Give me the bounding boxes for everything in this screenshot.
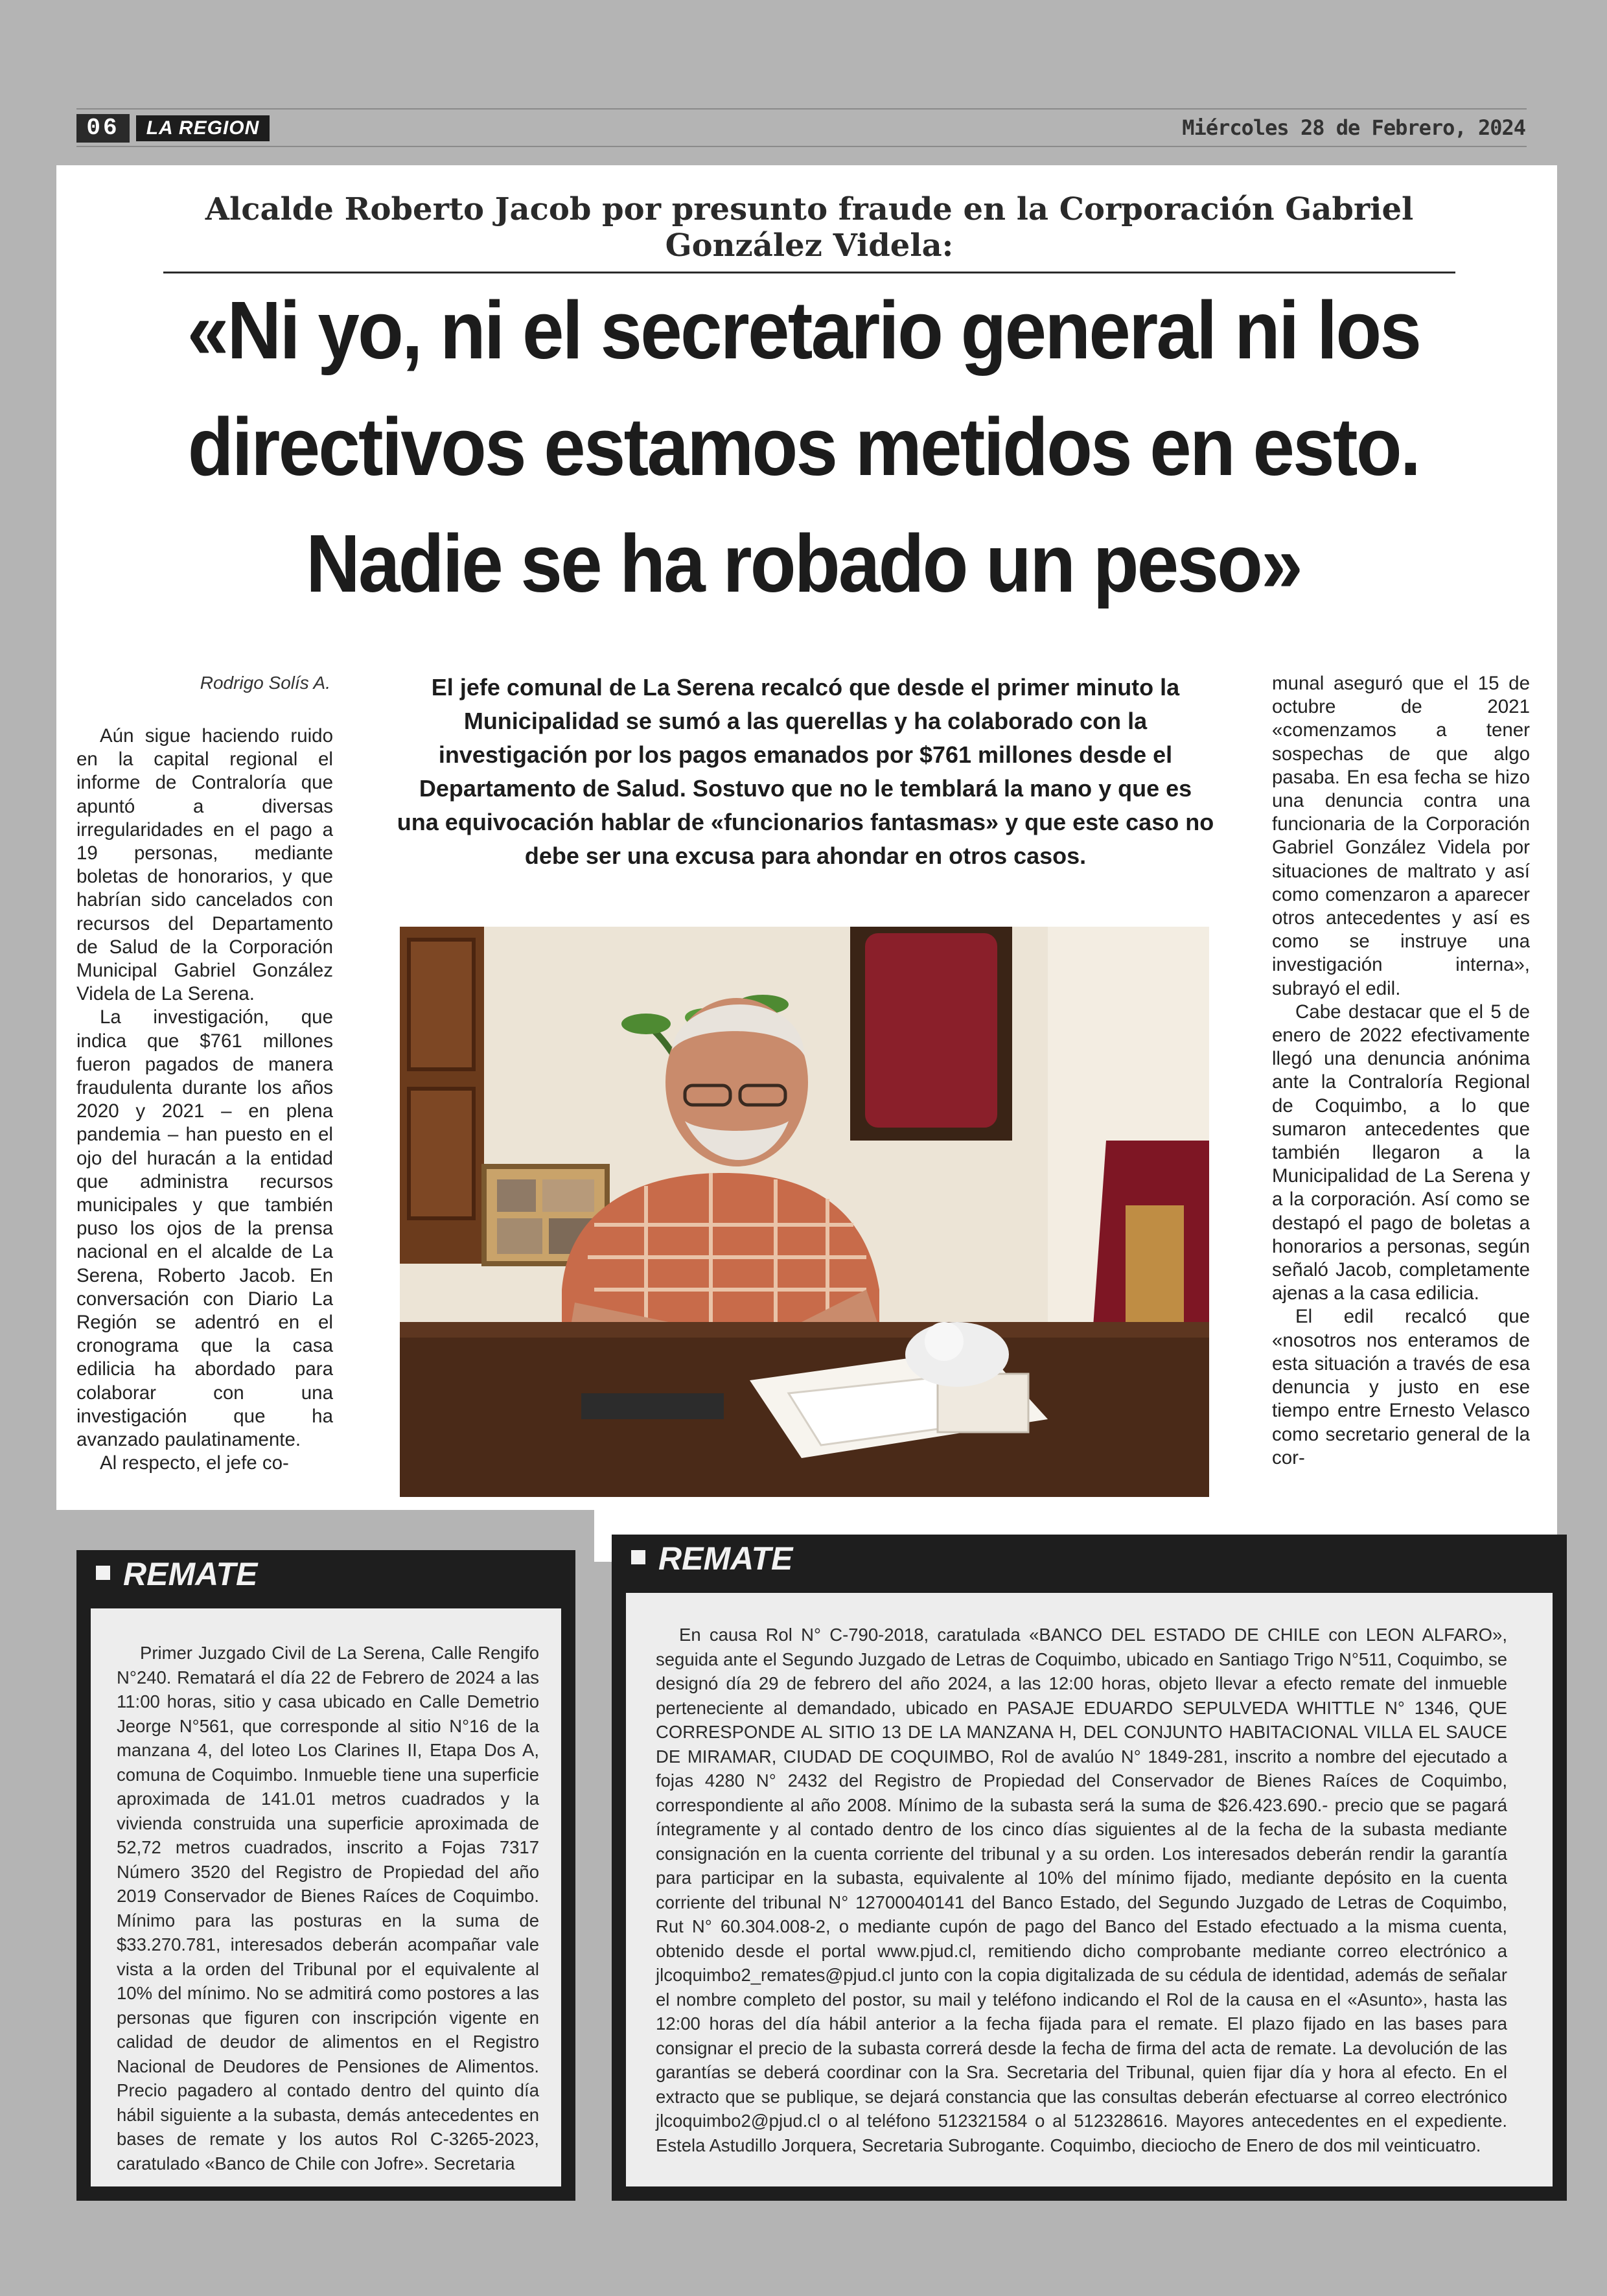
headline-line: directivos estamos metidos en esto. [187,401,1420,493]
remate-notice-2 [612,1535,1567,2201]
body-paragraph: Al respecto, el jefe co- [100,1452,289,1474]
right-column [1272,672,1530,1470]
body-paragraph: El edil recalcó que «nosotros nos enteramos de esta situación a través de esa denuncia y justo en ese tiempo entre Ernesto Velasco como secretario general de la cor- [1272,1306,1530,1468]
article-lead: El jefe comunal de La Serena recalcó que desde el primer minuto la Municipalidad se sumó a las querellas y ha colaborado con la investigación por los pagos emanados por $761 millones desde el Departamento de Salud. Sostuvo que no le temblará la mano y que es una equivocación hablar de «funcionarios fantasmas» y que este caso no debe ser una excusa para ahondar en otros casos. [397,674,1214,869]
body-paragraph: Aún sigue haciendo ruido en la capital regional el informe de Contraloría que apuntó a diversas irregularidades en el pago a 19 personas, mediante boletas de honorarios, y que habrían sido cancelados con recursos del Departamento de Salud de la Corporación Municipal Gabriel González Videla de La Serena. [76,725,333,1005]
remate-notice-1 [76,1550,575,2201]
headline-line: Nadie se ha robado un peso» [306,518,1301,609]
photo-illustration [400,927,1209,1497]
remate-body [626,1593,1553,2186]
issue-date: Miércoles 28 de Febrero, 2024 [1182,115,1525,140]
remate-title: REMATE [123,1556,258,1592]
byline: Rodrigo Solís A. [200,673,330,693]
remate-title: REMATE [658,1540,793,1577]
body-paragraph: La investigación, que indica que $761 millones fueron pagados de manera fraudulenta durante los años 2020 y 2021 – en plena pandemia – han puesto en el ojo del huracán a la entidad que administra recursos municipales y que también puso los ojos de la prensa nacional en el alcalde de La Serena, Roberto Jacob. En conversación con Diario La Región se adentró en el cronograma que la casa edilicia ha abordado para colaborar con una investigación que ha avanzado paulatinamente. [76,1006,333,1451]
article-headline [148,272,1459,622]
remate-paragraph: En causa Rol N° C-790-2018, caratulada «BANCO DEL ESTADO DE CHILE con LEON ALFARO», seguida ante el Segundo Juzgado de Letras de Coquimbo, ubicado en Santiago Trigo N°511, Coquimbo, se designó día 29 de febrero del año 2024, a las 12:00 horas, objeto llevar a efecto remate del inmueble perteneciente al demandado, ubicado en PASAJE EDUARDO SEPULVEDA WHITTLE N° 1346, QUE CORRESPONDE AL SITIO 13 DE LA MANZANA H, DEL CONJUNTO HABITACIONAL VILLA EL SAUCE DE MIRAMAR, CIUDAD DE COQUIMBO, Rol de avalúo N° 1849-281, inscrito a nombre del ejecutado a fojas 4280 N° 2432 del Registro de Propiedad del Conservador de Bienes Raíces de Coquimbo, correspondiente al año 2008. Mínimo de la subasta será la suma de $26.423.690.- precio que se pagará íntegramente y al contado dentro de los cinco días siguientes al de la fecha de la subasta mediante consignación en la cuenta corriente del tribunal y a su orden. Los interesados deberán rendir la garantía para participar en la subasta, equivalente al 10% del mínimo fijado, mediante depósito en la cuenta corriente del tribunal N° 12700040141 del Banco Estado, del Segundo Juzgado de Letras de Coquimbo, Rut N° 60.304.008-2, o mediante cupón de pago del Banco del Estado efectuado a la misma cuenta, obtenido desde el portal www.pjud.cl, remitiendo dicho comprobante mediante correo electrónico a jlcoquimbo2_remates@pjud.cl junto con la copia digitalizada de su cédula de identidad, además de señalar el nombre completo del postor, su mail y teléfono indicando el Rol de la causa en el «Asunto», hasta las 12:00 horas del día hábil anterior a la fecha fijada para el remate. El plazo fijado en las bases para consignar el precio de la subasta correrá desde la fecha de firma del acta de remate. La devolución de las garantías se deberá coordinar con la Sra. Secretaria del Tribunal, quien fijar día y hora al efecto. En el extracto que se publique, se dejará constancia que las consultas deberán efectuarse al correo electrónico jlcoquimbo2@pjud.cl o al teléfono 512321584 o al 512328616. Mayores antecedentes en el expediente. Estela Astudillo Jorquera, Secretaria Subrogante. Coquimbo, dieciocho de Enero de dos mil veinticuatro. [656,1625,1507,2155]
body-paragraph: munal aseguró que el 15 de octubre de 2021 «comenzamos a tener sospechas de que algo pasaba. En esa fecha se hizo una denuncia contra una funcionaria de la Corporación Gabriel González Videla por situaciones de maltrato y así como comenzaron a aparecer otros antecedentes y así es como se instruye una investigación interna», subrayó el edil. [1272,673,1530,999]
remate-paragraph: Primer Juzgado Civil de La Serena, Calle Rengifo N°240. Rematará el día 22 de Febrero de 2024 a las 11:00 horas, sitio y casa ubicado en Calle Demetrio Jeorge N°561, que corresponde al sitio N°16 de la manzana 4, del loteo Los Clarines II, Etapa Dos A, comuna de Coquimbo. Inmueble tiene una superficie aproximada de 141.01 metros cuadrados y la vivienda construida una superficie aproximada de 52,72 metros cuadrados, inscrito a Fojas 7317 Número 3520 del Registro de Propiedad del año 2019 Conservador de Bienes Raíces de Coquimbo. Mínimo para las posturas en la suma de $33.270.781, interesados deberán acompañar vale vista a la orden del Tribunal por el equivalente al 10% del mínimo. No se admitirá como postores a las personas que figuren con inscripción vigente en calidad de deudor de alimentos en el Registro Nacional de Deudores de Pensiones de Alimentos. Precio pagadero al contado dentro del quinto día hábil siguiente a la subasta, demás antecedentes en bases de remate y los autos Rol C-3265-2023, caratulado «Banco de Chile con Jofre». Secretaria [117,1643,539,2174]
remate-text [656,1623,1507,2157]
header-bottom-rule [76,146,1527,147]
header-top-rule [76,108,1527,110]
masthead-logo: LA REGION [136,115,270,141]
article-photo [400,927,1209,1497]
remate-text [117,1641,539,2175]
remate-body [91,1608,561,2186]
article-kicker: Alcalde Roberto Jacob por presunto fraude en la Corporación Gabriel González Videla: [163,191,1455,273]
page-number: 06 [76,114,130,143]
body-paragraph: Cabe destacar que el 5 de enero de 2022 efectivamente llegó una denuncia anónima ante la Contraloría Regional de Coquimbo, a lo que sumaron antecedentes que también llegaron a la Municipalidad de La Serena y a la corporación. Así como se destapó el pago de boletas a honorarios a personas, según señaló Jacob, completamente ajenas a la casa edilicia. [1272,1001,1530,1305]
left-column [76,725,333,1476]
headline-line: «Ni yo, ni el secretario general ni los [187,284,1420,376]
